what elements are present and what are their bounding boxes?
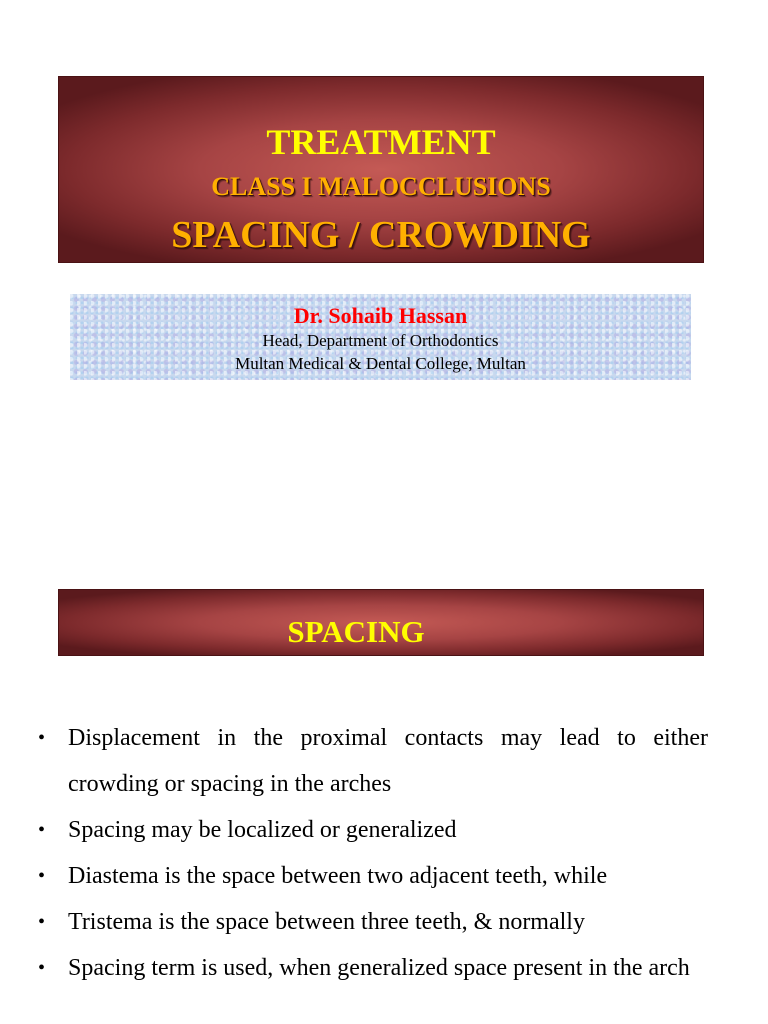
title-banner	[58, 76, 704, 263]
bullet-icon: •	[38, 819, 46, 841]
list-item: • Diastema is the space between two adjacent teeth, while	[38, 853, 708, 899]
bullet-icon: •	[38, 865, 46, 887]
list-item: • Tristema is the space between three teeth, & normally	[38, 899, 708, 945]
list-item: • Spacing may be localized or generalized	[38, 807, 708, 853]
title-treatment: TREATMENT	[266, 122, 496, 162]
author-name: Dr. Sohaib Hassan	[293, 303, 468, 328]
title-class-malocclusions: CLASS I MALOCCLUSIONS	[211, 172, 551, 201]
title-spacing-crowding: SPACING / CROWDING	[171, 214, 591, 256]
bullet-icon: •	[38, 727, 46, 749]
bullet-icon: •	[38, 957, 46, 979]
author-position: Head, Department of Orthodontics	[262, 331, 499, 350]
author-institution: Multan Medical & Dental College, Multan	[235, 354, 526, 373]
bullet-icon: •	[38, 911, 46, 933]
list-item: • Spacing term is used, when generalized space present in the arch	[38, 945, 708, 991]
spacing-banner	[58, 589, 704, 656]
list-item: • Displacement in the proximal contacts may lead to either crowding or spacing in the arches	[38, 715, 708, 807]
section-heading: SPACING	[287, 614, 425, 649]
author-box	[70, 294, 691, 380]
bullet-list	[38, 715, 708, 991]
